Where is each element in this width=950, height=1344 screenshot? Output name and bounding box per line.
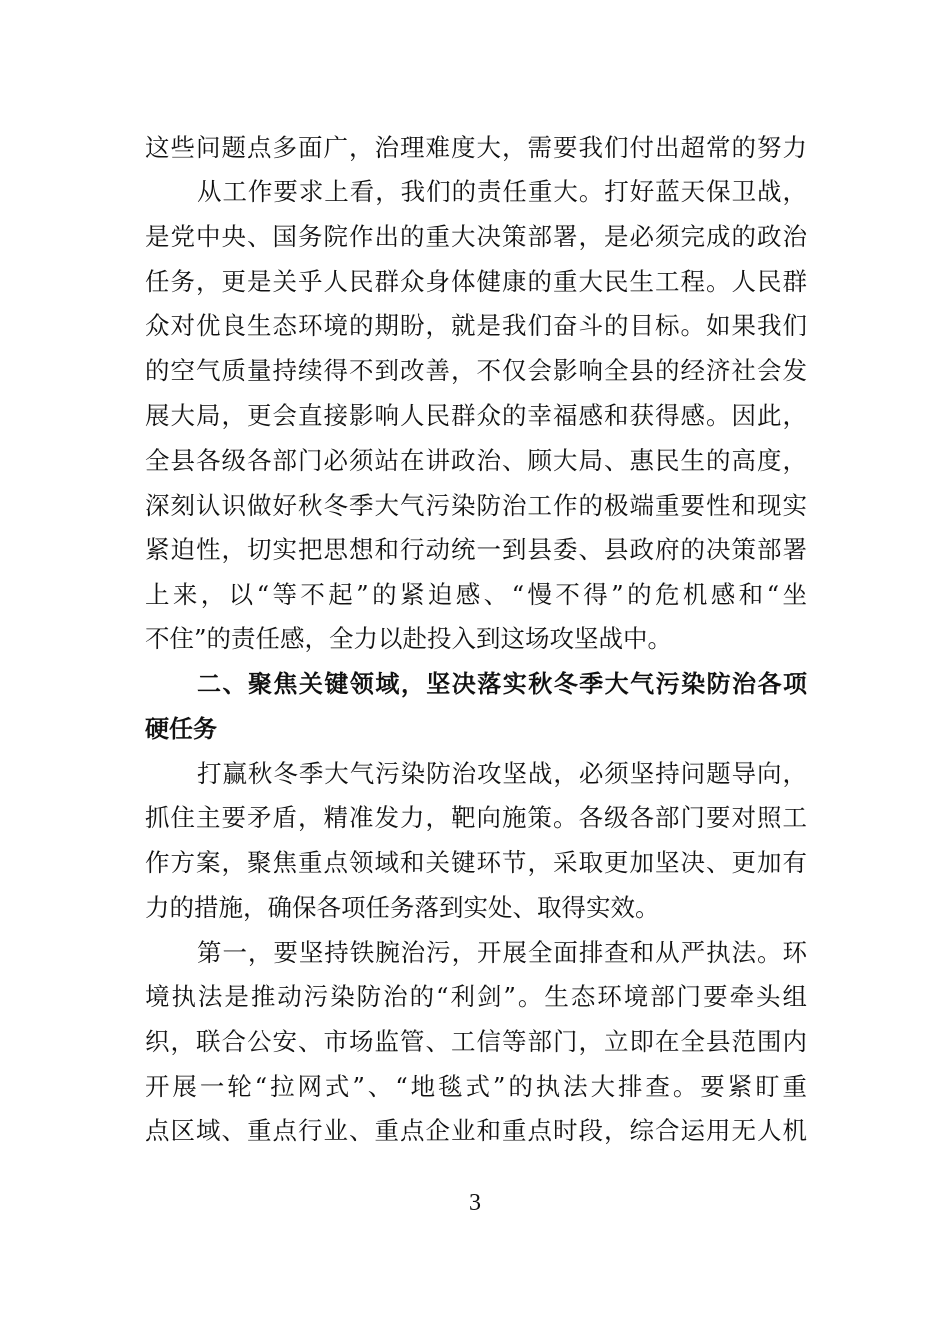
paragraph-start-line: 第一，要坚持铁腕治污，开展全面排查和从严执法。环 xyxy=(197,938,807,967)
paragraph-end-line: 力的措施，确保各项任务落到实处、取得实效。 xyxy=(145,893,660,922)
body-text-line: 紧迫性，切实把思想和行动统一到县委、县政府的决策部署 xyxy=(145,535,807,564)
body-text-line: 全县各级各部门必须站在讲政治、顾大局、惠民生的高度， xyxy=(145,446,807,475)
body-text-line: 作方案，聚焦重点领域和关键环节，采取更加坚决、更加有 xyxy=(145,848,807,877)
body-text-line: 众对优良生态环境的期盼，就是我们奋斗的目标。如果我们 xyxy=(145,311,807,340)
paragraph-end-line: 不住”的责任感，全力以赴投入到这场攻坚战中。 xyxy=(145,624,673,653)
body-text-line: 开展一轮“拉网式”、“地毯式”的执法大排查。要紧盯重 xyxy=(145,1072,807,1101)
paragraph-start-line: 打赢秋冬季大气污染防治攻坚战，必须坚持问题导向， xyxy=(197,759,807,788)
page-number: 3 xyxy=(469,1190,481,1216)
body-text-line: 点区域、重点行业、重点企业和重点时段，综合运用无人机 xyxy=(145,1116,807,1145)
body-text-line: 展大局，更会直接影响人民群众的幸福感和获得感。因此， xyxy=(145,401,807,430)
body-text-line: 这些问题点多面广，治理难度大，需要我们付出超常的努力 xyxy=(145,133,807,162)
body-text-line: 深刻认识做好秋冬季大气污染防治工作的极端重要性和现实 xyxy=(145,491,807,520)
body-text-line: 任务，更是关乎人民群众身体健康的重大民生工程。人民群 xyxy=(145,267,807,296)
section-heading-continuation: 硬任务 xyxy=(145,715,217,743)
section-heading: 二、聚焦关键领域，坚决落实秋冬季大气污染防治各项 xyxy=(197,670,807,698)
paragraph-start-line: 从工作要求上看，我们的责任重大。打好蓝天保卫战， xyxy=(197,177,807,206)
body-text-line: 上来，以“等不起”的紧迫感、“慢不得”的危机感和“坐 xyxy=(145,580,807,609)
body-text-line: 境执法是推动污染防治的“利剑”。生态环境部门要牵头组 xyxy=(145,982,807,1011)
body-text-line: 的空气质量持续得不到改善，不仅会影响全县的经济社会发 xyxy=(145,356,807,385)
body-text-line: 是党中央、国务院作出的重大决策部署，是必须完成的政治 xyxy=(145,222,807,251)
body-text-line: 织，联合公安、市场监管、工信等部门，立即在全县范围内 xyxy=(145,1027,807,1056)
body-text-line: 抓住主要矛盾，精准发力，靶向施策。各级各部门要对照工 xyxy=(145,803,807,832)
